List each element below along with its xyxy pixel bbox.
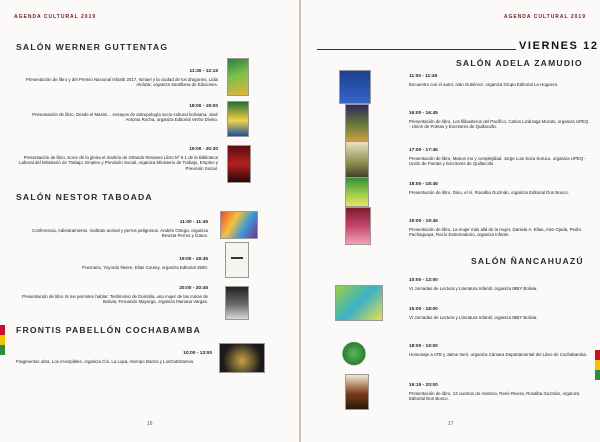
event-guttentag-1 (22, 69, 218, 88)
section-title-cochabamba: FRONTIS PABELLÓN COCHABAMBA (16, 325, 202, 335)
section-title-nancahuazu: SALÓN ÑANCAHUAZÚ (471, 256, 584, 266)
flag-decoration (595, 350, 600, 380)
event-time: 10:00 - 12:00 (409, 278, 438, 283)
magazine-covers-thumbnail (220, 211, 258, 239)
event-time: 19:00 - 19:45 (179, 257, 208, 262)
event-description: Presentación de libro, Soror de la gloria el martirio de Orlando Rimanes Libro Nº 6 1 de la Biblioteca Laboral del Ministerio de Trabajo, Empleo y Previsión Social, organiza Ministerio de Trabajo, Empleo y Previsión Social. (19, 154, 218, 171)
section-title-taboada: SALÓN NESTOR TABOADA (16, 192, 153, 202)
event-description: VI Jornadas de Lectura y Literatura Infantil, organiza IBBY Bolivia. (409, 314, 538, 320)
event-time: 18:00 - 19:00 (189, 104, 218, 109)
left-page (0, 0, 299, 442)
event-description: Presentación de libro, Los filibusteros del Pacífico, Carlos Lizárraga Morato, organiza UPEQ - Unión de Poetas y Escritores de Quillacollo. (409, 118, 589, 130)
event-description: Encuentro con el autor, Iván Gutiérrez, organiza Grupo Editorial La Hoguera. (409, 81, 559, 87)
day-title-rule (317, 49, 516, 50)
event-description: Presentación de libro y del Premio Nacional Infantil 2017, Ismael y la ciudad de los dragones, Lidia Alcázar, organiza Santillana de Ediciones. (25, 76, 218, 88)
event-time: 18:00 - 19:00 (409, 344, 438, 349)
event-zamudio-2 (409, 111, 589, 130)
event-time: 16:00 - 16:45 (409, 111, 438, 116)
event-description: Poemario, Yoyordo Ñeere, Elias Courey, organiza Editorial 3600. (82, 264, 208, 270)
event-zamudio-5 (409, 219, 589, 238)
book-cover-thumbnail (339, 70, 371, 104)
book-cover-thumbnail (345, 141, 369, 179)
event-nancahuazu-1 (409, 278, 589, 291)
event-nancahuazu-2 (409, 307, 589, 320)
event-nancahuazu-4 (409, 383, 589, 402)
event-guttentag-2 (22, 104, 218, 123)
right-page (301, 0, 600, 442)
event-time: 10:00 - 13:00 (183, 351, 212, 356)
event-taboada-3 (14, 286, 208, 305)
book-cover-thumbnail (225, 286, 249, 320)
event-time: 20:00 - 20:45 (179, 286, 208, 291)
poster-thumbnail (335, 285, 383, 321)
event-cochabamba-1 (16, 351, 212, 364)
event-taboada-1 (22, 220, 208, 239)
event-time: 19:00 - 20:30 (189, 147, 218, 152)
event-taboada-2 (22, 257, 208, 270)
event-description: Homenaje a ATB y Jaime Iturri, organiza Cámara Departamental del Libro de Cochabamba. (409, 351, 588, 357)
page-number-right: 17 (448, 421, 454, 427)
day-title: VIERNES 12 (519, 40, 599, 52)
event-nancahuazu-3 (409, 344, 589, 357)
book-cover-thumbnail (345, 374, 369, 410)
event-time: 11:00 - 11:45 (179, 220, 208, 225)
logo-thumbnail (341, 341, 367, 369)
section-title-zamudio: SALÓN ADELA ZAMUDIO (456, 58, 583, 68)
event-description: Presentación de libro, Desde el Masisi… ensayos de antropología socio-cultural boliviana, José Antonio Rocha, organiza Editorial Verbo Divino. (32, 111, 218, 123)
event-description: Presentación de libro, Dino, el sí, Rosalba Guzmán, organiza Editorial Don Bosco. (409, 189, 569, 195)
book-cover-thumbnail (227, 58, 249, 96)
event-description: Fragmentos obra, Los irrompibles, organiza Cía. La Lupa, Atempo Danza y LosGoEstamos. (16, 358, 195, 364)
event-time: 17:00 - 17:45 (409, 148, 438, 153)
event-description: VI Jornadas de Lectura y Literatura Infantil, organiza IBBY Bolivia. (409, 285, 538, 291)
book-cover-thumbnail (345, 207, 371, 245)
running-header-right: AGENDA CULTURAL 2019 (503, 14, 586, 20)
event-time: 11:00 - 11:45 (409, 74, 438, 79)
event-description: Presentación de libro, 13 cuentos de misterio, René Rivera, Rosalba Guzmán, organiza Editorial Don Bosco. (409, 390, 580, 402)
event-time: 15:00 - 18:00 (409, 307, 438, 312)
event-time: 18:00 - 18:45 (409, 182, 438, 187)
event-zamudio-4 (409, 182, 589, 195)
event-zamudio-3 (409, 148, 589, 167)
running-header-left: AGENDA CULTURAL 2019 (14, 14, 97, 20)
performance-photo-thumbnail (219, 343, 265, 373)
event-time: 11:30 - 12:15 (189, 69, 218, 74)
flag-decoration (0, 325, 5, 355)
book-cover-thumbnail (345, 104, 369, 142)
book-cover-thumbnail (345, 177, 369, 207)
event-time: 19:15 - 20:00 (409, 383, 438, 388)
page-number-left: 16 (147, 421, 153, 427)
section-title-guttentag: SALÓN WERNER GUTTENTAG (16, 42, 169, 52)
event-time: 19:00 - 19:45 (409, 219, 438, 224)
event-description: Presentación de libro, Manos mo y complejidad, Jorge Luis Soza Soruco, organiza UPEQ - Unión de Poetas y Escritores de Quillacollo. (409, 155, 586, 167)
event-description: Presentación de libro Si me permiten hablar: Testimonio de Domitila, una mujer de las minas de Bolivia, Fernando Mayorga, organiza Mariana Vargas. (22, 293, 208, 305)
book-cover-thumbnail (225, 242, 249, 278)
book-cover-thumbnail (227, 145, 251, 183)
event-guttentag-3 (12, 147, 218, 171)
event-zamudio-1 (409, 74, 589, 87)
event-description: Presentación de libro, La mujer más allá de la mujer, Daniela A. Elías, Alex Ojeda, Pedro Pachaguaya, Rocío Estremadoiro, organiza Infante. (409, 226, 582, 238)
event-description: Conferencia, Adiestramiento, maltrato animal y perros peligrosos, Andrés Ortega, organiza Revista Perros y Gatos. (32, 227, 208, 239)
book-cover-thumbnail (227, 101, 249, 137)
